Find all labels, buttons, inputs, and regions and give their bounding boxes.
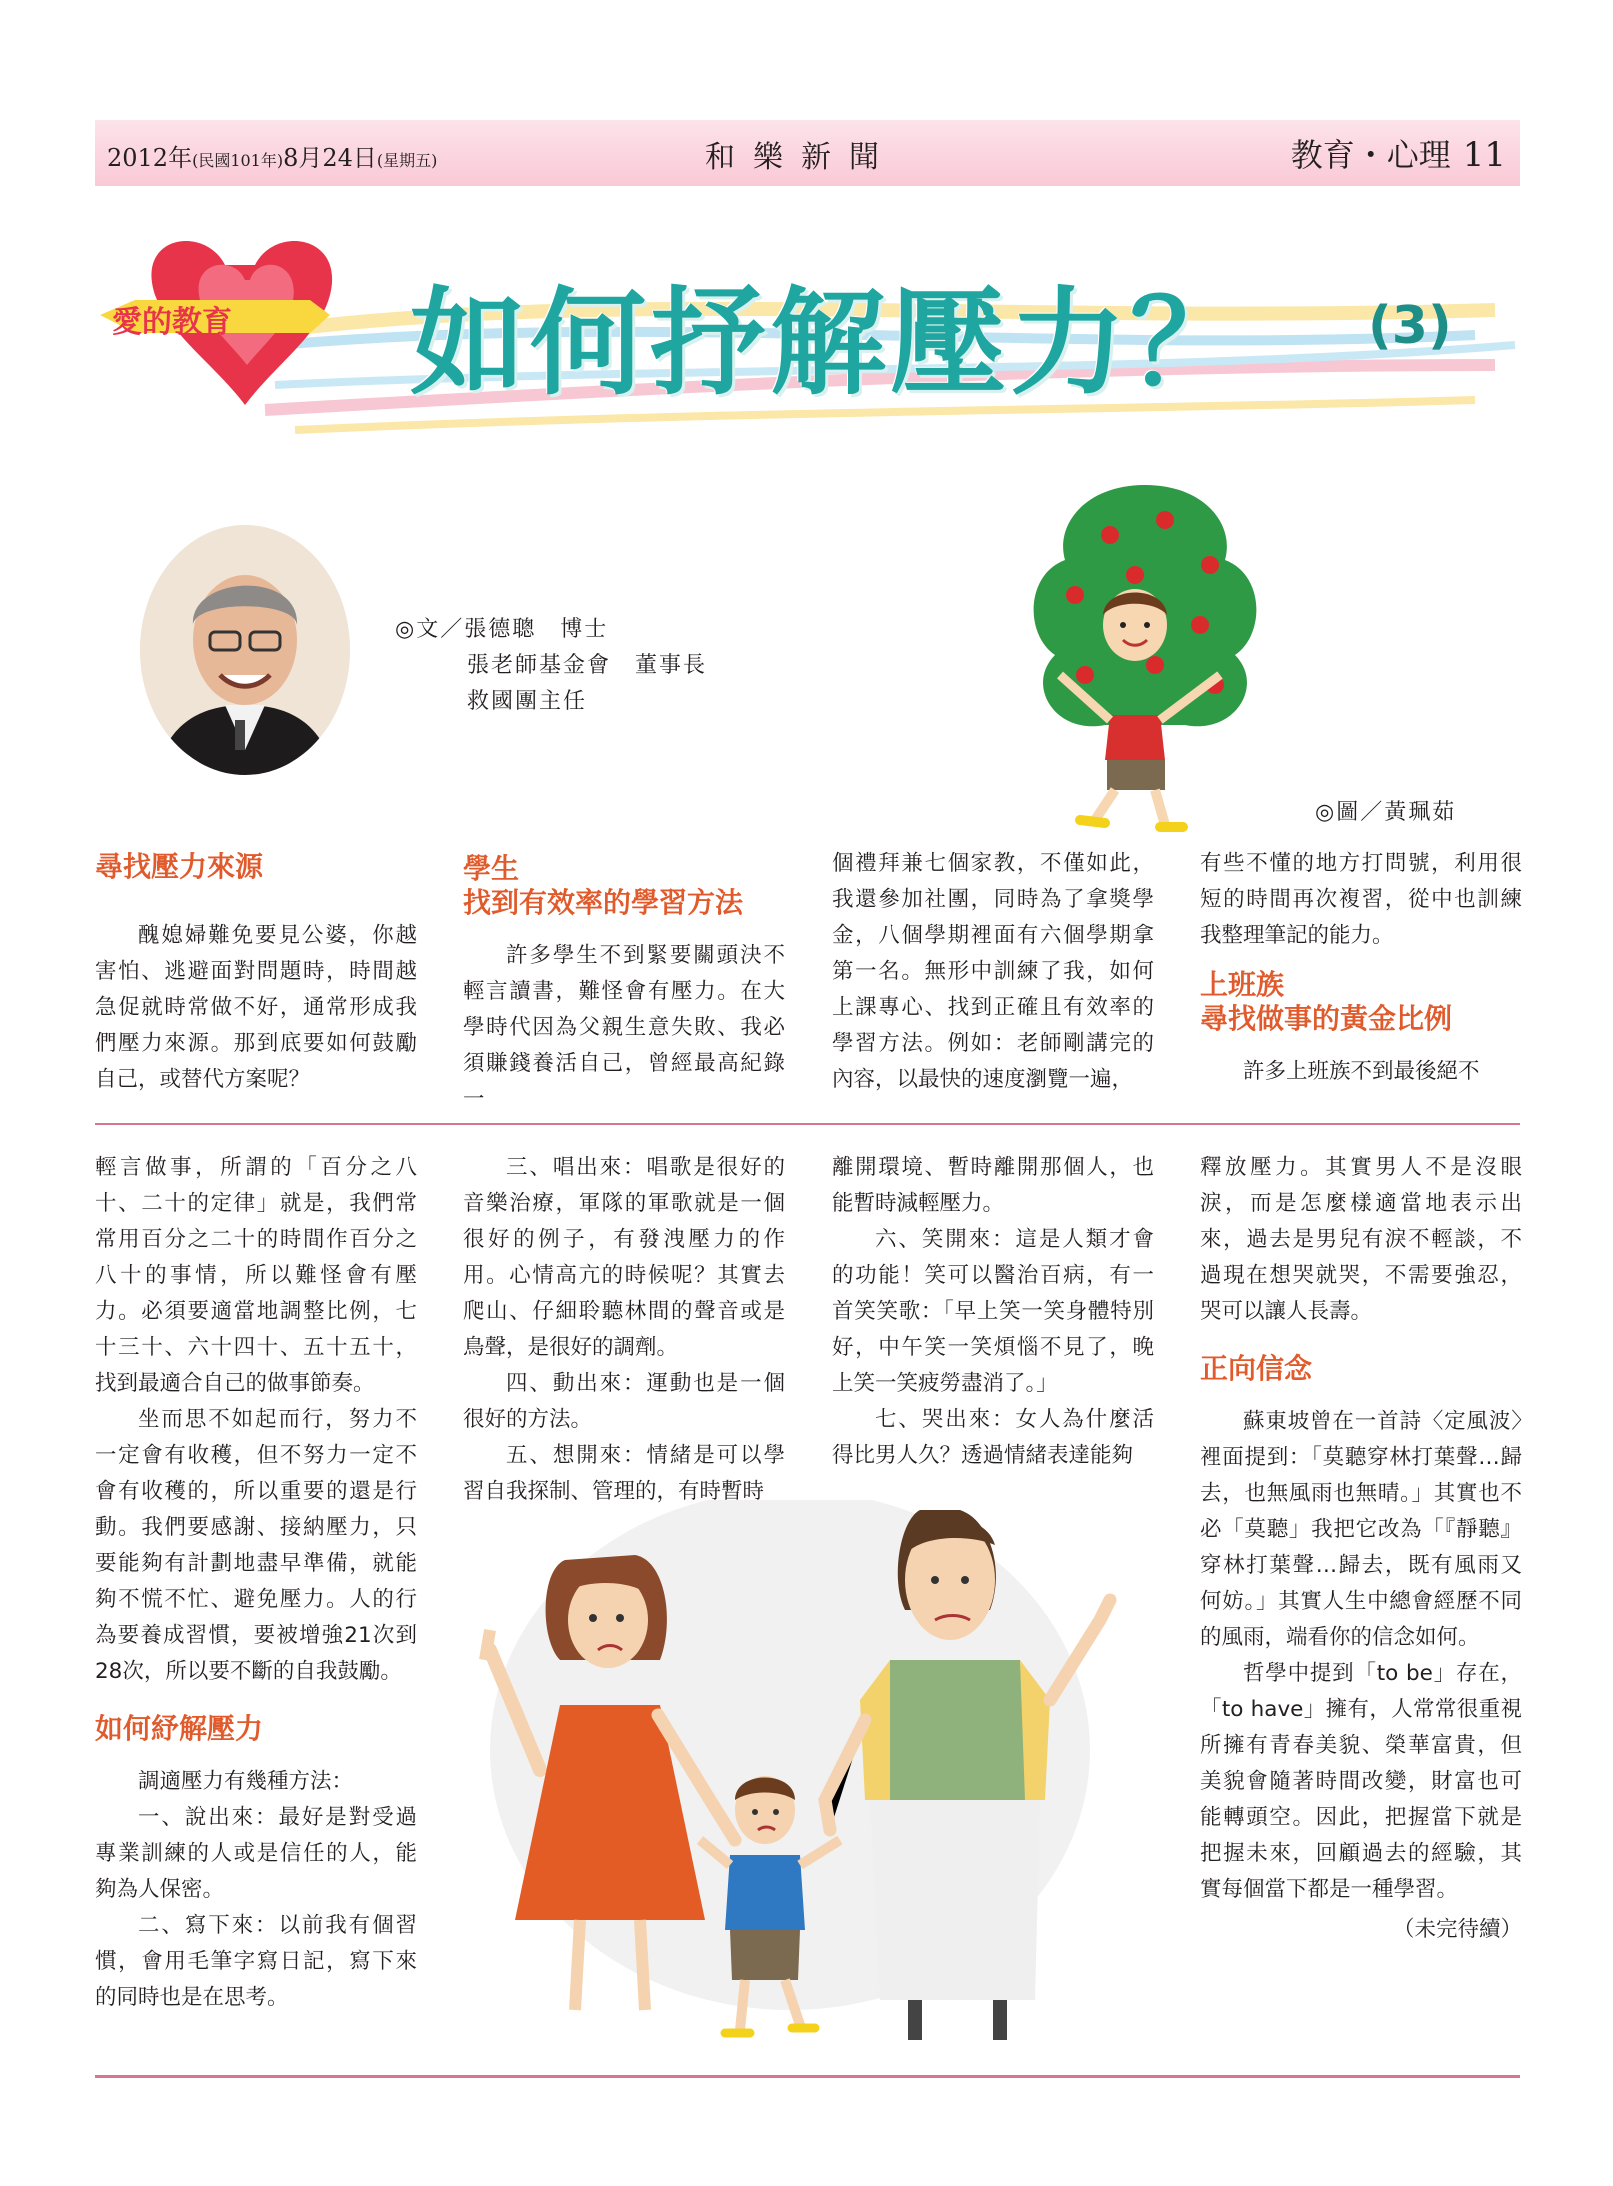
- heading-line: 找到有效率的學習方法: [463, 886, 744, 919]
- page-header: [95, 120, 1520, 186]
- author-photo: [135, 520, 355, 780]
- to-be-continued: （未完待續）: [1392, 1917, 1522, 1942]
- paragraph: 一、說出來：最好是對受過專業訓練的人或是信任的人，能夠為人保密。: [95, 1805, 417, 1902]
- paragraph: 三、唱出來：唱歌是很好的音樂治療，軍隊的軍歌就是一個很好的例子，有發洩壓力的作用。心情高亢的時候呢？其實去爬山、仔細聆聽林間的聲音或是鳥聲，是很好的調劑。: [463, 1155, 785, 1360]
- column-7: [832, 1150, 1154, 1474]
- title-part-number: (3): [1368, 296, 1452, 356]
- paragraph: 輕言做事，所謂的「百分之八十、二十的定律」就是，我們常常用百分之二十的時間作百分之八十的事情，所以難怪會有壓力。必須要適當地調整比例，七十三十、六十四十、五十五十，找到最適合自己的做事節奏。: [95, 1155, 417, 1396]
- heading-line: 尋找做事的黃金比例: [1200, 1002, 1453, 1035]
- section-label: [1291, 130, 1506, 176]
- paragraph: 許多上班族不到最後絕不: [1243, 1059, 1480, 1084]
- paragraph: 許多學生不到緊要關頭決不輕言讀書，難怪會有壓力。在大學時代因為父親生意失敗、我必須賺錢養活自己，曾經最高紀錄一: [463, 943, 785, 1112]
- author-line: ◎文／張德聰 博士: [395, 617, 609, 642]
- column-4: [1200, 846, 1522, 1090]
- column-8: [1200, 1150, 1522, 1948]
- column-5: [95, 1150, 417, 2016]
- section-name: 教育・心理: [1290, 136, 1451, 174]
- paragraph: 二、寫下來：以前我有個習慣，會用毛筆字寫日記，寫下來的同時也是在思考。: [95, 1913, 417, 2010]
- date-year: 2012年: [107, 144, 193, 172]
- page-number: 11: [1462, 135, 1506, 175]
- heading-office-workers: [1200, 968, 1522, 1036]
- column-3: [832, 846, 1154, 1098]
- paragraph: 個禮拜兼七個家教，不僅如此，我還參加社團，同時為了拿獎學金，八個學期裡面有六個學期拿第一名。無形中訓練了我，如何上課專心、找到正確且有效率的學習方法。例如：老師剛講完的內容，以最快的速度瀏覽一遍，: [832, 851, 1154, 1092]
- tree-child-illustration: [1015, 475, 1275, 835]
- heading-positive-belief: 正向信念: [1200, 1352, 1313, 1385]
- heading-relieve-stress: 如何紓解壓力: [95, 1712, 264, 1745]
- footer-rule: [95, 2075, 1520, 2078]
- byline: [395, 612, 707, 720]
- paragraph: 四、動出來：運動也是一個很好的方法。: [463, 1371, 785, 1432]
- newspaper-name: 和樂新聞: [705, 140, 897, 175]
- paragraph: 蘇東坡曾在一首詩〈定風波〉裡面提到：「莫聽穿林打葉聲…歸去，也無風雨也無晴。」其實也不必「莫聽」我把它改為「『靜聽』穿林打葉聲…歸去，既有風雨又何妨。」其實人生中總會經歷不同的風雨，端看你的信念如何。: [1200, 1409, 1522, 1650]
- heading-students: [463, 852, 785, 920]
- family-illustration: [460, 1500, 1180, 2060]
- paragraph: 六、笑開來：這是人類才會的功能！笑可以醫治百病，有一首笑笑歌：「早上笑一笑身體特別好，中午笑一笑煩惱不見了，晚上笑一笑疲勞盡消了。」: [832, 1227, 1154, 1396]
- badge-label: 愛的教育: [112, 305, 232, 340]
- date-weekday: (星期五): [376, 151, 438, 170]
- paragraph: 七、哭出來：女人為什麼活得比男人久？透過情緒表達能夠: [832, 1407, 1154, 1468]
- section-divider: [95, 1123, 1520, 1125]
- heading-find-stress-source: 尋找壓力來源: [95, 850, 264, 883]
- paragraph: 醜媳婦難免要見公婆，你越害怕、逃避面對問題時，時間越急促就時常做不好，通常形成我們壓力來源。那到底要如何鼓勵自己，或替代方案呢？: [95, 923, 417, 1092]
- paragraph: 釋放壓力。其實男人不是沒眼淚，而是怎麼樣適當地表示出來，過去是男兒有淚不輕談，不過現在想哭就哭，不需要強忍，哭可以讓人長壽。: [1200, 1155, 1522, 1324]
- heading-line: 學生: [463, 852, 520, 885]
- paragraph: 坐而思不如起而行，努力不一定會有收穫，但不努力一定不會有收穫的，所以重要的還是行動。我們要感謝、接納壓力，只要能夠有計劃地盡早準備，就能夠不慌不忙、避免壓力。人的行為要養成習慣，要被增強21次到28次，所以要不斷的自我鼓勵。: [95, 1407, 417, 1684]
- paragraph: 離開環境、暫時離開那個人，也能暫時減輕壓力。: [832, 1155, 1154, 1216]
- author-title-2: 救國團主任: [467, 689, 588, 714]
- column-6: [463, 1150, 785, 1510]
- author-title-1: 張老師基金會 董事長: [467, 653, 708, 678]
- heading-line: 上班族: [1200, 968, 1285, 1001]
- column-2: [463, 850, 785, 1118]
- date-day: 8月24日: [283, 144, 377, 172]
- column-1: [95, 850, 417, 1098]
- issue-date: [107, 138, 437, 173]
- illustrator-credit: ◎圖／黃珮茹: [1315, 800, 1457, 825]
- paragraph: 哲學中提到「to be」存在，「to have」擁有，人常常很重視所擁有青春美貌、榮華富貴，但美貌會隨著時間改變，財富也可能轉頭空。因此，把握當下就是把握未來，回顧過去的經驗，其實每個當下都是一種學習。: [1200, 1661, 1522, 1902]
- paragraph: 有些不懂的地方打問號，利用很短的時間再次複習，從中也訓練我整理筆記的能力。: [1200, 851, 1522, 948]
- page-title: 如何抒解壓力？: [410, 276, 1250, 411]
- paragraph: 調適壓力有幾種方法：: [138, 1769, 354, 1794]
- paragraph: 五、想開來：情緒是可以學習自我探制、管理的，有時暫時: [463, 1443, 785, 1504]
- date-roc-year: (民國101年): [192, 151, 284, 170]
